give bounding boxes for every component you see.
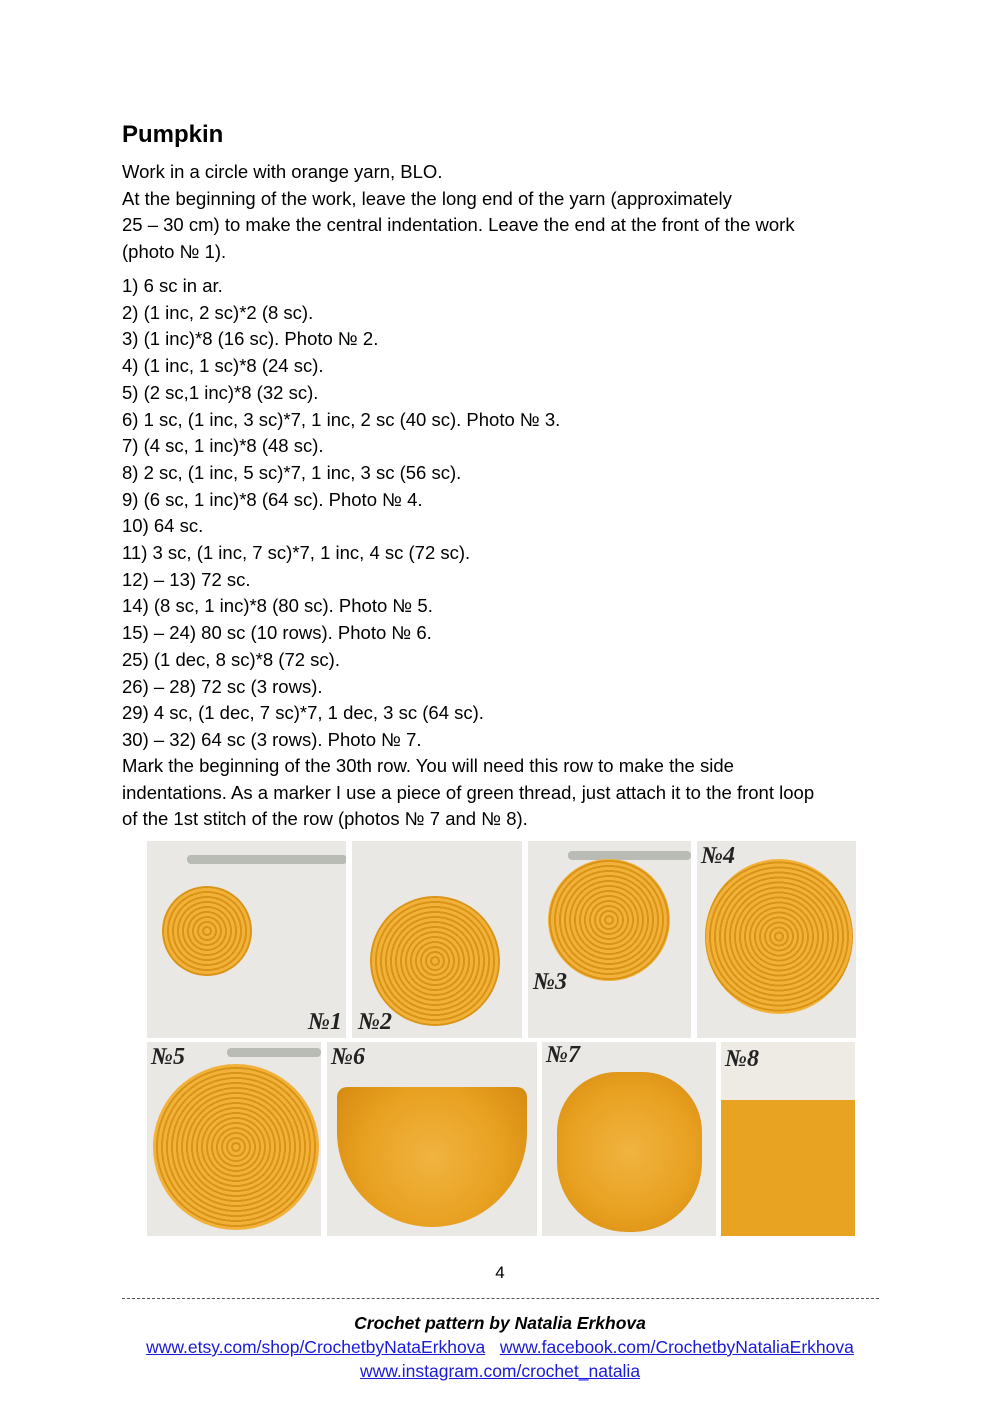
yarn-pumpkin-body (557, 1072, 702, 1232)
row-instruction: 7) (4 sc, 1 inc)*8 (48 sc). (122, 435, 324, 457)
row-instruction: 11) 3 sc, (1 inc, 7 sc)*7, 1 inc, 4 sc (72 sc). (122, 542, 471, 564)
intro-line: (photo № 1). (122, 241, 227, 263)
crochet-hook (227, 1048, 321, 1057)
row-instruction: 30) – 32) 64 sc (3 rows). Photo № 7. (122, 728, 422, 750)
photo-4 (697, 841, 856, 1038)
yarn-bowl (337, 1087, 527, 1227)
row-instruction: 15) – 24) 80 sc (10 rows). Photo № 6. (122, 622, 432, 644)
footer-links-2 (0, 1361, 1000, 1382)
photo-2 (352, 841, 522, 1038)
photo-7 (542, 1042, 716, 1236)
row-instruction: 12) – 13) 72 sc. (122, 568, 251, 590)
yarn-circle (370, 896, 500, 1026)
row-instruction: 4) (1 inc, 1 sc)*8 (24 sc). (122, 355, 324, 377)
crochet-hook (187, 855, 346, 864)
row-instruction: 9) (6 sc, 1 inc)*8 (64 sc). Photo № 4. (122, 488, 423, 510)
intro-line: 25 – 30 cm) to make the central indentation. Leave the end at the front of the work (122, 214, 795, 236)
photo-label: №2 (358, 1009, 392, 1035)
page-title: Pumpkin (122, 121, 224, 148)
row-instruction: 6) 1 sc, (1 inc, 3 sc)*7, 1 inc, 2 sc (40 sc). Photo № 3. (122, 408, 561, 430)
row-instruction: 25) (1 dec, 8 sc)*8 (72 sc). (122, 648, 340, 670)
yarn-circle (153, 1064, 319, 1230)
marker-note (122, 753, 892, 833)
row-instruction: 1) 6 sc in ar. (122, 275, 223, 296)
yarn-circle (162, 886, 252, 976)
instagram-link[interactable]: www.instagram.com/crochet_natalia (359, 1361, 641, 1381)
row-instruction: 29) 4 sc, (1 dec, 7 sc)*7, 1 dec, 3 sc (64 sc). (122, 702, 484, 724)
row-instruction: 3) (1 inc)*8 (16 sc). Photo № 2. (122, 328, 379, 350)
footer-links (0, 1337, 1000, 1358)
crochet-hook (568, 851, 691, 860)
row-instruction: 26) – 28) 72 sc (3 rows). (122, 675, 323, 697)
note-line: indentations. As a marker I use a piece of green thread, just attach it to the front loop (122, 781, 815, 803)
row-instruction: 14) (8 sc, 1 inc)*8 (80 sc). Photo № 5. (122, 595, 433, 617)
row-instruction: 5) (2 sc,1 inc)*8 (32 sc). (122, 381, 319, 403)
footer-divider (122, 1298, 879, 1299)
photo-3 (528, 841, 691, 1038)
facebook-link[interactable]: www.facebook.com/CrochetbyNataliaErkhova (499, 1337, 854, 1357)
photo-label: №1 (308, 1009, 342, 1035)
intro-text (122, 159, 892, 266)
photo-label: №5 (151, 1044, 185, 1070)
photo-label: №4 (701, 843, 735, 869)
note-line: Mark the beginning of the 30th row. You will need this row to make the side (122, 755, 734, 776)
row-instructions (122, 273, 560, 754)
photo-label: №3 (533, 969, 567, 995)
intro-line: At the beginning of the work, leave the long end of the yarn (approximately (122, 187, 732, 209)
photo-label: №7 (546, 1042, 580, 1068)
photo-label: №6 (331, 1044, 365, 1070)
note-line: of the 1st stitch of the row (photos № 7 and № 8). (122, 808, 528, 830)
photo-label: №8 (725, 1046, 759, 1072)
photo-6 (327, 1042, 537, 1236)
photo-1 (147, 841, 346, 1038)
photo-5 (147, 1042, 321, 1236)
row-instruction: 8) 2 sc, (1 inc, 5 sc)*7, 1 inc, 3 sc (56 sc). (122, 461, 462, 483)
intro-line: Work in a circle with orange yarn, BLO. (122, 161, 443, 182)
etsy-link[interactable]: www.etsy.com/shop/CrochetbyNataErkhova (146, 1337, 486, 1357)
page-number: 4 (495, 1263, 505, 1282)
yarn-circle (705, 859, 853, 1014)
photo-8 (721, 1042, 855, 1236)
row-instruction: 10) 64 sc. (122, 515, 204, 537)
row-instruction: 2) (1 inc, 2 sc)*2 (8 sc). (122, 301, 314, 323)
yarn-circle (548, 859, 670, 981)
footer-credit: Crochet pattern by Natalia Erkhova (354, 1313, 646, 1333)
